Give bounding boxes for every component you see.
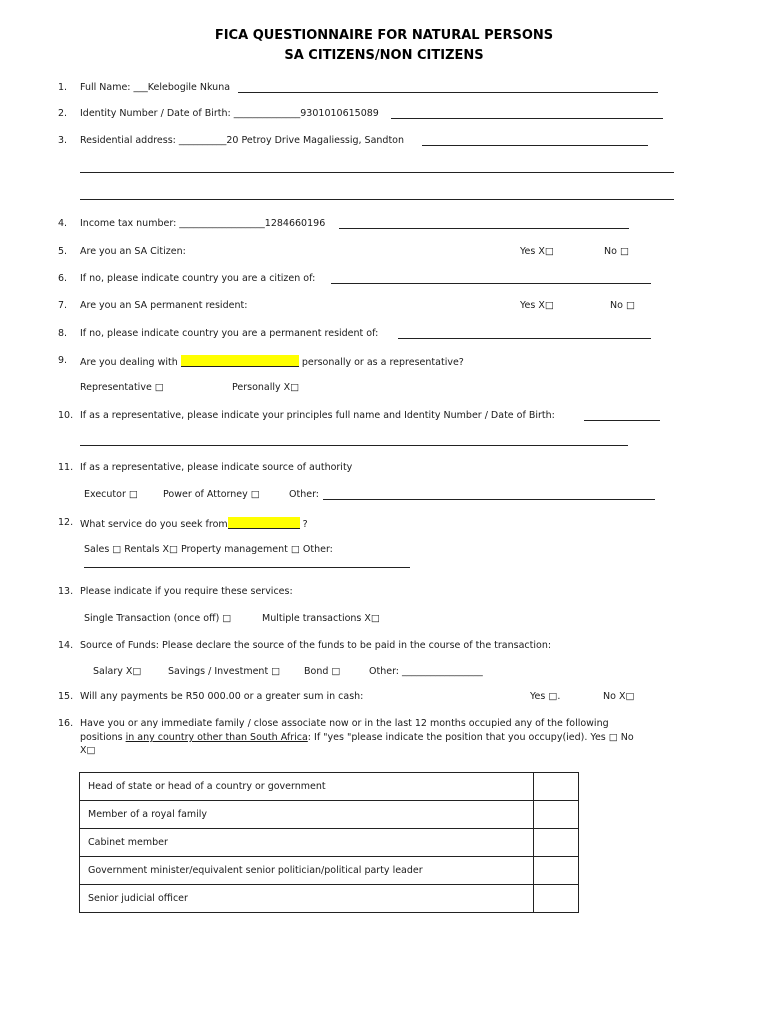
q12-text: What service do you seek from bbox=[80, 519, 228, 530]
q1-full-name: Full Name: ___Kelebogile Nkuna bbox=[80, 82, 231, 93]
q13-multiple-transactions-checkbox[interactable]: Multiple transactions X□ bbox=[262, 613, 380, 624]
q13-services-question: Please indicate if you require these services: bbox=[80, 586, 293, 597]
q14-savings-checkbox[interactable]: Savings / Investment □ bbox=[168, 666, 281, 677]
q9-text-before: Are you dealing with bbox=[80, 357, 178, 368]
q5-number: 5. bbox=[58, 246, 68, 257]
q12-service-options[interactable]: Sales □ Rentals X□ Property management □ Other: bbox=[84, 544, 333, 555]
q11-power-of-attorney-checkbox[interactable]: Power of Attorney □ bbox=[163, 489, 260, 500]
q11-other-answer-line[interactable] bbox=[323, 499, 655, 500]
q9-dealing-question bbox=[80, 355, 464, 369]
positions-table bbox=[79, 772, 579, 913]
q12-number: 12. bbox=[58, 517, 74, 528]
table-row bbox=[80, 773, 579, 801]
q5-sa-citizen-question: Are you an SA Citizen: bbox=[80, 246, 186, 257]
q14-number: 14. bbox=[58, 640, 74, 651]
q9-text-after: personally or as a representative? bbox=[301, 357, 464, 368]
position-answer-cell[interactable] bbox=[534, 857, 579, 885]
q15-cash-payment-question: Will any payments be R50 000.00 or a greater sum in cash: bbox=[80, 691, 364, 702]
q2-identity-number: Identity Number / Date of Birth: ______________9301010615089 bbox=[80, 108, 379, 119]
q3-residential-address: Residential address: __________20 Petroy Drive Magaliessig, Sandton bbox=[80, 135, 405, 146]
q15-number: 15. bbox=[58, 691, 74, 702]
q14-other-field[interactable]: Other: _________________ bbox=[369, 666, 483, 677]
table-row bbox=[80, 857, 579, 885]
q3-address-line-3[interactable] bbox=[80, 199, 674, 200]
table-row bbox=[80, 829, 579, 857]
form-title: FICA QUESTIONNAIRE FOR NATURAL PERSONS bbox=[214, 28, 554, 43]
q11-authority-question: If as a representative, please indicate source of authority bbox=[80, 462, 353, 473]
q4-number: 4. bbox=[58, 218, 68, 229]
position-answer-cell[interactable] bbox=[534, 829, 579, 857]
agency-name-highlight-field[interactable] bbox=[181, 355, 299, 367]
q8-number: 8. bbox=[58, 328, 68, 339]
q14-salary-checkbox[interactable]: Salary X□ bbox=[93, 666, 142, 677]
q12-question-mark: ? bbox=[302, 519, 308, 530]
q16-line-2-end: : If "yes "please indicate the position that you occupy(ied). Yes □ No bbox=[307, 732, 634, 743]
q3-number: 3. bbox=[58, 135, 68, 146]
position-label: Government minister/equivalent senior politician/political party leader bbox=[80, 857, 534, 885]
position-label: Senior judicial officer bbox=[80, 885, 534, 913]
q16-number: 16. bbox=[58, 718, 74, 729]
position-answer-cell[interactable] bbox=[534, 773, 579, 801]
position-answer-cell[interactable] bbox=[534, 885, 579, 913]
q9-representative-checkbox[interactable]: Representative □ bbox=[80, 382, 164, 393]
q6-number: 6. bbox=[58, 273, 68, 284]
q7-number: 7. bbox=[58, 300, 68, 311]
q7-no-checkbox[interactable]: No □ bbox=[610, 300, 635, 311]
q4-answer-line[interactable] bbox=[339, 228, 629, 229]
q3-address-line-2[interactable] bbox=[80, 172, 674, 173]
q12-service-question bbox=[80, 517, 308, 531]
q16-no-checkbox[interactable]: X□ bbox=[80, 745, 96, 756]
table-row bbox=[80, 885, 579, 913]
q16-line-1: Have you or any immediate family / close associate now or in the last 12 months occupied any of the following bbox=[80, 718, 609, 729]
service-provider-highlight-field[interactable] bbox=[228, 517, 300, 529]
q1-number: 1. bbox=[58, 82, 68, 93]
q16-line-2 bbox=[80, 732, 634, 744]
q13-single-transaction-checkbox[interactable]: Single Transaction (once off) □ bbox=[84, 613, 232, 624]
q11-number: 11. bbox=[58, 462, 74, 473]
q11-executor-checkbox[interactable]: Executor □ bbox=[84, 489, 138, 500]
q7-permanent-resident-question: Are you an SA permanent resident: bbox=[80, 300, 248, 311]
table-row bbox=[80, 801, 579, 829]
q14-bond-checkbox[interactable]: Bond □ bbox=[304, 666, 341, 677]
q16-line-2-start: positions bbox=[80, 732, 126, 743]
position-label: Cabinet member bbox=[80, 829, 534, 857]
q7-yes-checkbox[interactable]: Yes X□ bbox=[520, 300, 554, 311]
position-label: Member of a royal family bbox=[80, 801, 534, 829]
q1-answer-line[interactable] bbox=[238, 92, 658, 93]
q9-personally-checkbox[interactable]: Personally X□ bbox=[232, 382, 300, 393]
q9-number: 9. bbox=[58, 355, 68, 366]
position-label: Head of state or head of a country or government bbox=[80, 773, 534, 801]
q2-number: 2. bbox=[58, 108, 68, 119]
q6-answer-line[interactable] bbox=[331, 283, 651, 284]
q10-number: 10. bbox=[58, 410, 74, 421]
q10-principal-question: If as a representative, please indicate your principles full name and Identity Number / Date of Birth: bbox=[80, 410, 555, 421]
q5-yes-checkbox[interactable]: Yes X□ bbox=[520, 246, 554, 257]
q10-answer-line-2[interactable] bbox=[80, 445, 628, 446]
q3-answer-line[interactable] bbox=[422, 145, 648, 146]
q11-other-label: Other: bbox=[289, 489, 320, 500]
q2-answer-line[interactable] bbox=[391, 118, 663, 119]
q8-residency-question: If no, please indicate country you are a permanent resident of: bbox=[80, 328, 379, 339]
form-subtitle: SA CITIZENS/NON CITIZENS bbox=[284, 48, 484, 63]
q5-no-checkbox[interactable]: No □ bbox=[604, 246, 629, 257]
q8-answer-line[interactable] bbox=[398, 338, 651, 339]
q12-other-answer-line[interactable] bbox=[84, 567, 410, 568]
q4-income-tax-number: Income tax number: __________________1284660196 bbox=[80, 218, 326, 229]
position-answer-cell[interactable] bbox=[534, 801, 579, 829]
q13-number: 13. bbox=[58, 586, 74, 597]
q15-no-checkbox[interactable]: No X□ bbox=[603, 691, 635, 702]
q6-citizenship-question: If no, please indicate country you are a citizen of: bbox=[80, 273, 316, 284]
q14-source-of-funds-question: Source of Funds: Please declare the source of the funds to be paid in the course of the transaction: bbox=[80, 640, 552, 651]
q15-yes-checkbox[interactable]: Yes □. bbox=[530, 691, 561, 702]
q10-answer-line[interactable] bbox=[584, 420, 660, 421]
q16-underlined-phrase: in any country other than South Africa bbox=[125, 732, 308, 743]
